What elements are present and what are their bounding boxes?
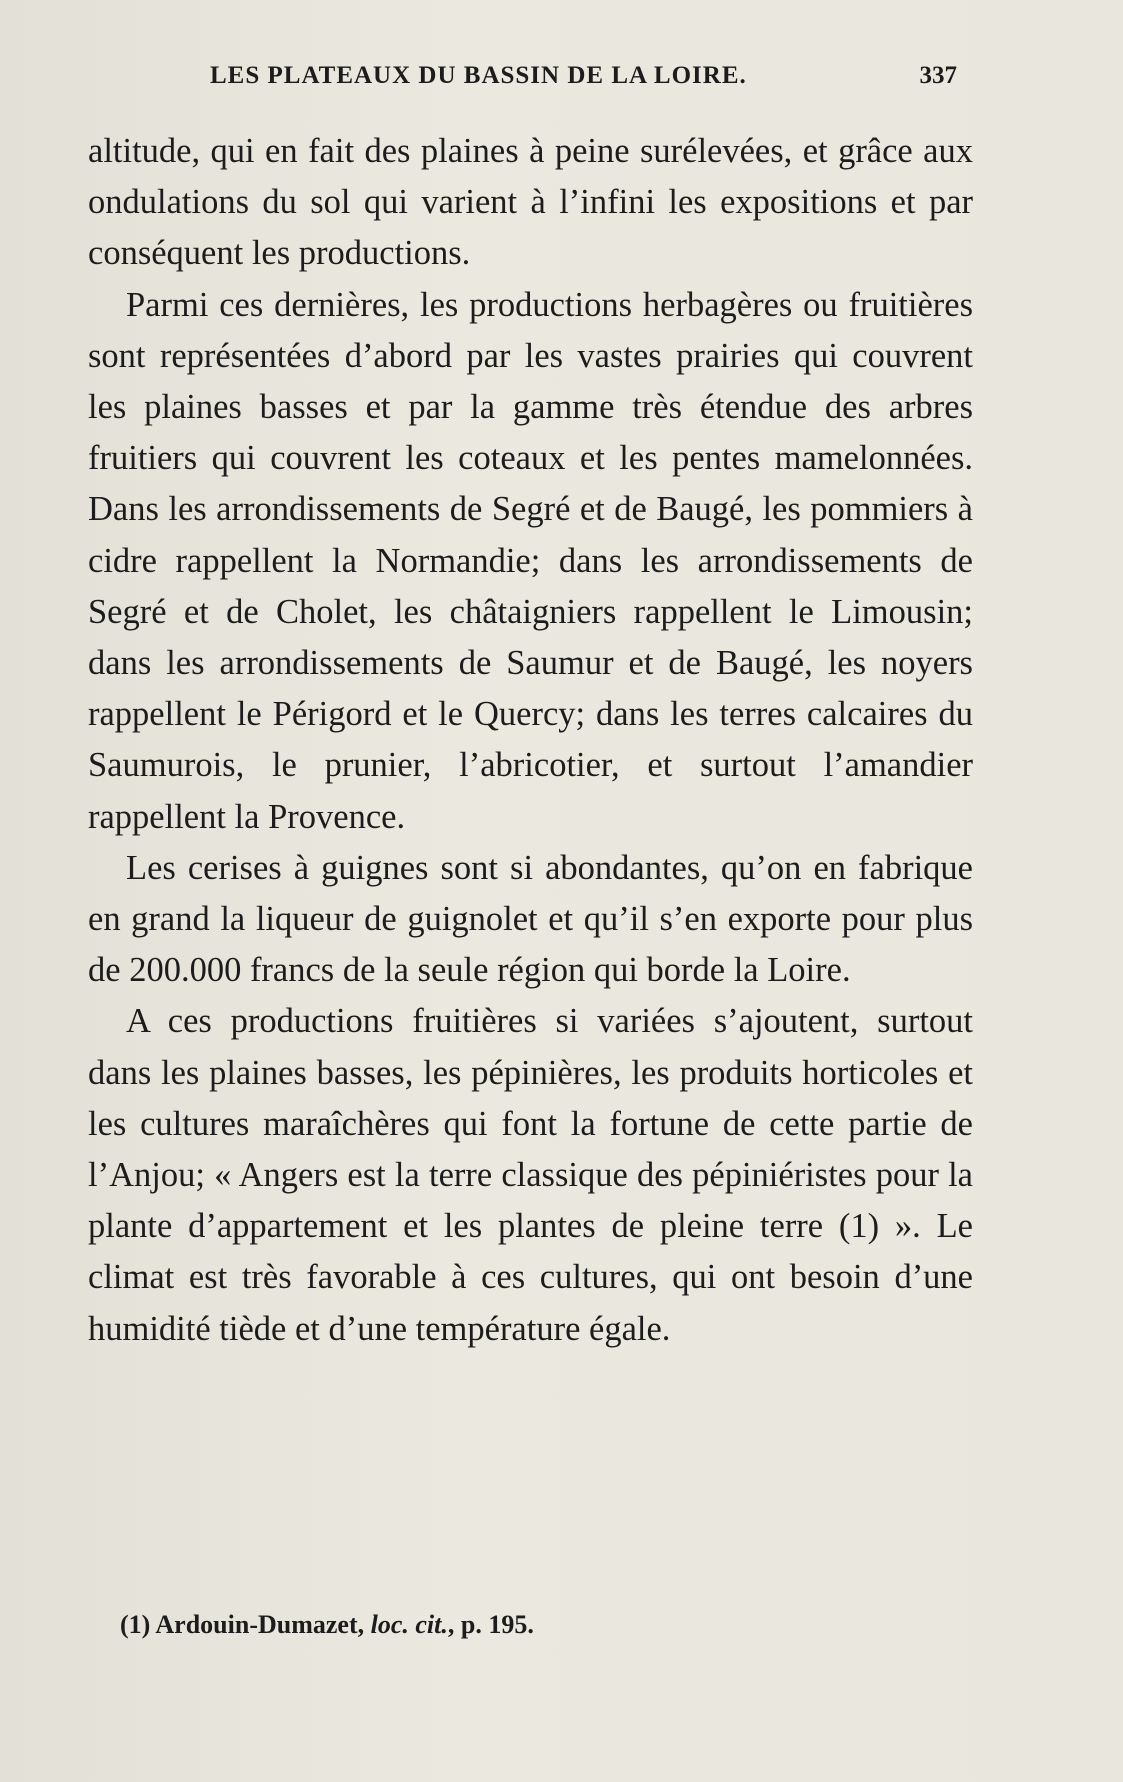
paragraph-fruit-trees: Parmi ces dernières, les productions herbagères ou fruitières sont représentées d’abord par les vastes prairies qui couvrent les plaines basses et par la gamme très étendue des arbres fruitiers qui couvrent les coteaux et les pentes mamelonnées. Dans les arrondissements de Segré et de Baugé, les pommiers à cidre rappellent la Normandie; dans les arrondissements de Segré et de Cholet, les châtaigniers rappellent le Limousin; dans les arrondissements de Saumur et de Baugé, les noyers rappellent le Périgord et le Quercy; dans les terres calcaires du Saumurois, le prunier, l’abricotier, et surtout l’amandier rappellent la Provence. <box>88 285 973 836</box>
running-head <box>90 62 965 102</box>
footnote-citation: loc. cit. <box>370 1610 448 1639</box>
footnote <box>120 1610 960 1640</box>
paragraph-nurseries: A ces productions fruitières si variées s’ajoutent, surtout dans les plaines basses, les pépinières, les produits horticoles et les cultures maraîchères qui font la fortune de cette partie de l’Anjou; « Angers est la terre classique des pépiniéristes pour la plante d’appartement et les plantes de pleine terre (1) ». Le climat est très favorable à ces cultures, qui ont besoin d’une humidité tiède et d’une température égale. <box>88 1002 973 1348</box>
footnote-author: Ardouin-Dumazet, <box>155 1610 365 1639</box>
paragraph-cherries: Les cerises à guignes sont si abondantes, qu’on en fabrique en grand la liqueur de guignolet et qu’il s’en exporte pour plus de 200.000 francs de la seule région qui borde la Loire. <box>88 848 973 990</box>
paragraph-continuation: altitude, qui en fait des plaines à peine surélevées, et grâce aux ondulations du sol qui varient à l’infini les expositions et par conséquent les productions. <box>88 132 973 273</box>
footnote-marker: (1) <box>120 1610 151 1639</box>
footnote-page: , p. 195. <box>447 1610 534 1639</box>
body-text <box>88 126 973 1355</box>
running-title: LES PLATEAUX DU BASSIN DE LA LOIRE. <box>210 62 747 89</box>
page-number: 337 <box>919 62 957 89</box>
